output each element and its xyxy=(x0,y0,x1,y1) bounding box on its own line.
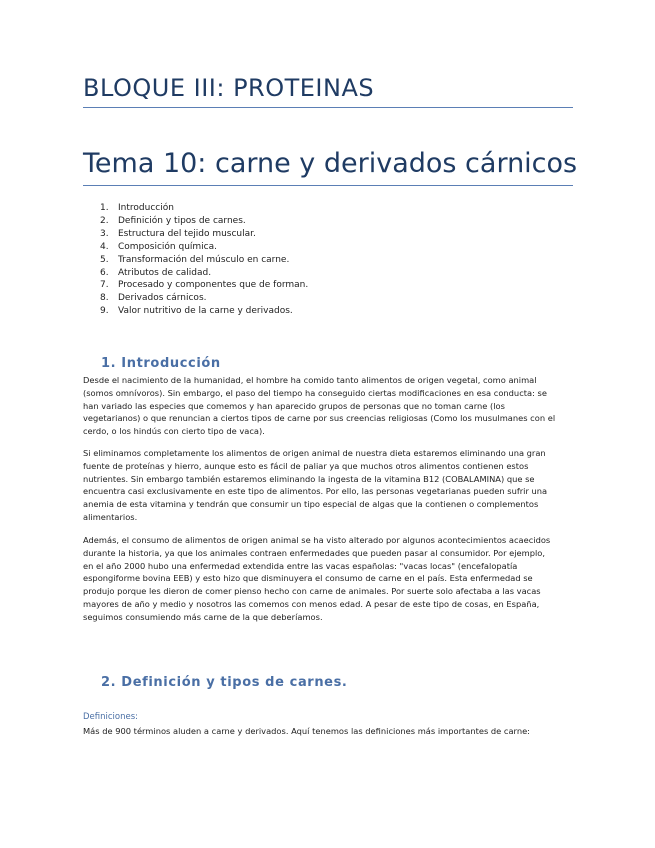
toc-number: 4. xyxy=(100,241,109,252)
intro-paragraph: Desde el nacimiento de la humanidad, el hombre ha comido tanto alimentos de origen vegetal, como animal (somos omnívoros). Sin embargo, el paso del tiempo ha conseguido ciertas modificaciones en esa conducta: se han variado las especies que comemos y han aparecido grupos de personas que no toman carne (los vegetarianos) o que renuncian a ciertos tipos de carne por sus creencias religiosas (Como los musulmanes con el cerdo, o los hindús con cierto tipo de vaca). xyxy=(83,375,556,437)
toc-number: 7. xyxy=(100,280,109,291)
table-of-contents xyxy=(100,202,308,318)
toc-label: Procesado y componentes que de forman. xyxy=(118,280,309,291)
toc-label: Definición y tipos de carnes. xyxy=(118,215,246,226)
toc-number: 2. xyxy=(100,215,109,226)
toc-number: 8. xyxy=(100,293,109,304)
toc-label: Valor nutritivo de la carne y derivados. xyxy=(118,306,293,317)
toc-number: 3. xyxy=(100,228,109,239)
toc-number: 9. xyxy=(100,306,109,317)
section-heading-definicion: 2. Definición y tipos de carnes. xyxy=(101,675,348,690)
intro-paragraph: Además, el consumo de alimentos de origen animal se ha visto alterado por algunos acontecimientos acaecidos durante la historia, ya que los animales contraen enfermedades que pueden pasar al consumidor. Por ejemplo, en el año 2000 hubo una enfermedad extendida entre las vacas españolas: "vacas locas" (encefalopatía espongiforme bovina EEB) y esto hizo que disminuyera el consumo de carne en el país. Esta enfermedad se produjo porque les dieron de comer pienso hecho con carne de animales. Por suerte solo afectaba a las vacas mayores de año y medio y nosotros las comemos con menos edad. A pesar de este tipo de cosas, en España, seguimos consumiendo más carne de la que deberíamos. xyxy=(83,535,551,622)
toc-label: Composición química. xyxy=(118,241,217,252)
toc-item xyxy=(100,241,308,254)
toc-item xyxy=(100,228,308,241)
topic-divider xyxy=(83,185,573,186)
intro-paragraph: Si eliminamos completamente los alimentos de origen animal de nuestra dieta estaremos eliminando una gran fuente de proteínas y hierro, aunque esto es fácil de paliar ya que muchos otros alimentos contienen estos nutrientes. Sin embargo también estaremos eliminando la ingesta de la vitamina B12 (COBALAMINA) que se encuentra casi exclusivamente en este tipo de alimentos. Por ello, las personas vegetarianas pueden sufrir una anemia de esta vitamina y tendrán que consumir un tipo especial de algas que la contienen o complementos alimentarios. xyxy=(83,448,548,522)
definition-paragraph: Más de 900 términos aluden a carne y derivados. Aquí tenemos las definiciones más importantes de carne: xyxy=(83,726,530,736)
toc-label: Estructura del tejido muscular. xyxy=(118,228,256,239)
toc-number: 5. xyxy=(100,254,109,265)
toc-number: 1. xyxy=(100,203,109,213)
toc-item xyxy=(100,292,308,305)
toc-label: Introducción xyxy=(118,203,174,213)
toc-number: 6. xyxy=(100,267,109,278)
toc-label: Atributos de calidad. xyxy=(118,267,212,278)
toc-label: Derivados cárnicos. xyxy=(118,293,207,304)
toc-item xyxy=(100,254,308,267)
toc-item xyxy=(100,305,308,318)
toc-item xyxy=(100,215,308,228)
subheading-definiciones: Definiciones: xyxy=(83,712,139,722)
block-title: BLOQUE III: PROTEINAS xyxy=(83,74,375,102)
section-heading-introduccion: 1. Introducción xyxy=(101,356,221,371)
title-divider xyxy=(83,107,573,108)
toc-item xyxy=(100,279,308,292)
topic-title: Tema 10: carne y derivados cárnicos xyxy=(83,148,578,179)
toc-item xyxy=(100,267,308,280)
toc-label: Transformación del músculo en carne. xyxy=(118,254,290,265)
toc-item xyxy=(100,202,308,215)
